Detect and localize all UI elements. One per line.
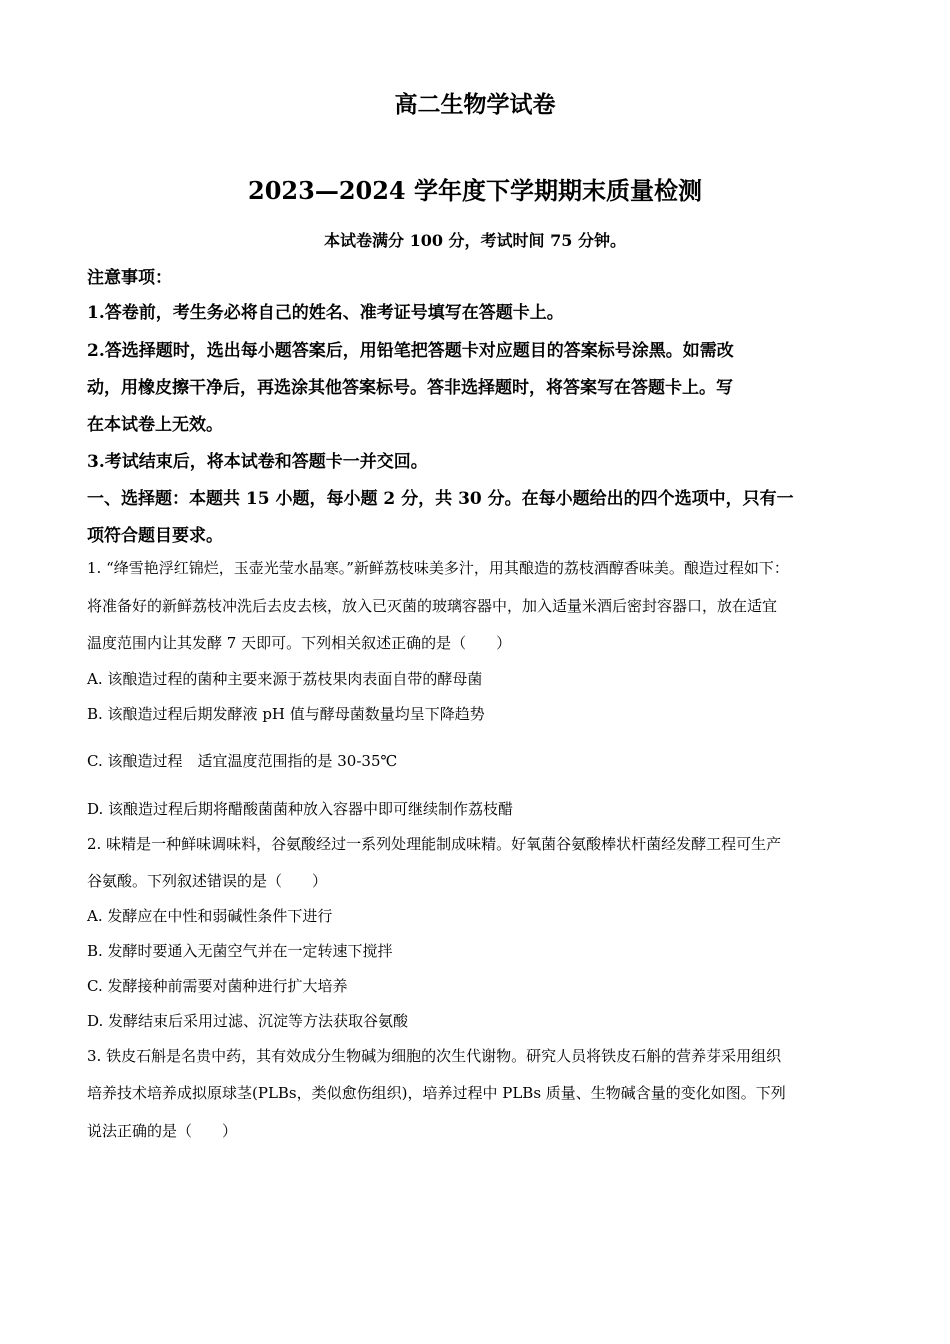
note-line: 3.考试结束后，将本试卷和答题卡一并交回。	[87, 452, 428, 472]
section-heading: 项符合题目要求。	[87, 526, 223, 546]
question-2-option-c: C. 发酵接种前需要对菌种进行扩大培养	[87, 977, 348, 995]
note-line: 1.答卷前，考生务必将自己的姓名、准考证号填写在答题卡上。	[87, 303, 564, 323]
question-1-option-b: B. 该酿造过程后期发酵液 pH 值与酵母菌数量均呈下降趋势	[87, 705, 485, 723]
question-1-stem: 温度范围内让其发酵 7 天即可。下列相关叙述正确的是（ ）	[87, 634, 512, 652]
question-2-stem: 2. 味精是一种鲜味调味料，谷氨酸经过一系列处理能制成味精。好氧菌谷氨酸棒状杆菌经发酵工程可生产	[87, 835, 782, 853]
question-1-stem: 将准备好的新鲜荔枝冲洗后去皮去核，放入已灭菌的玻璃容器中，加入适量米酒后密封容器口，放在适宜	[87, 597, 778, 615]
note-line: 在本试卷上无效。	[87, 415, 223, 435]
question-2-stem: 谷氨酸。下列叙述错误的是（ ）	[87, 872, 328, 890]
question-3-stem: 说法正确的是（ ）	[87, 1122, 238, 1140]
question-2-option-d: D. 发酵结束后采用过滤、沉淀等方法获取谷氨酸	[87, 1012, 409, 1030]
question-2-option-a: A. 发酵应在中性和弱碱性条件下进行	[87, 907, 333, 925]
exam-title: 高二生物学试卷	[394, 91, 556, 118]
question-1-option-c: C. 该酿造过程 适宜温度范围指的是 30-35℃	[87, 752, 398, 770]
question-3-stem: 3. 铁皮石斛是名贵中药，其有效成分生物碱为细胞的次生代谢物。研究人员将铁皮石斛的营养芽采用组织	[87, 1047, 782, 1065]
notes-heading: 注意事项：	[87, 268, 172, 288]
question-1-option-d: D. 该酿造过程后期将醋酸菌菌种放入容器中即可继续制作荔枝醋	[87, 800, 514, 818]
section-heading: 一、选择题：本题共 15 小题，每小题 2 分，共 30 分。在每小题给出的四个选项中，只有一	[87, 489, 794, 509]
exam-subtitle: 2023—2024 学年度下学期期末质量检测	[248, 176, 702, 205]
question-3-stem: 培养技术培养成拟原球茎(PLBs，类似愈伤组织)，培养过程中 PLBs 质量、生物碱含量的变化如图。下列	[87, 1084, 786, 1102]
exam-info: 本试卷满分 100 分，考试时间 75 分钟。	[324, 231, 626, 250]
question-1-stem: 1. “绛雪艳浮红锦烂，玉壶光莹水晶寒。”新鲜荔枝味美多汁，用其酿造的荔枝酒醇香味美。酿造过程如下：	[87, 559, 789, 577]
question-2-option-b: B. 发酵时要通入无菌空气并在一定转速下搅拌	[87, 942, 393, 960]
note-line: 动，用橡皮擦干净后，再选涂其他答案标号。答非选择题时，将答案写在答题卡上。写	[87, 378, 733, 398]
note-line: 2.答选择题时，选出每小题答案后，用铅笔把答题卡对应题目的答案标号涂黑。如需改	[87, 341, 734, 361]
question-1-option-a: A. 该酿造过程的菌种主要来源于荔枝果肉表面自带的酵母菌	[87, 670, 483, 688]
